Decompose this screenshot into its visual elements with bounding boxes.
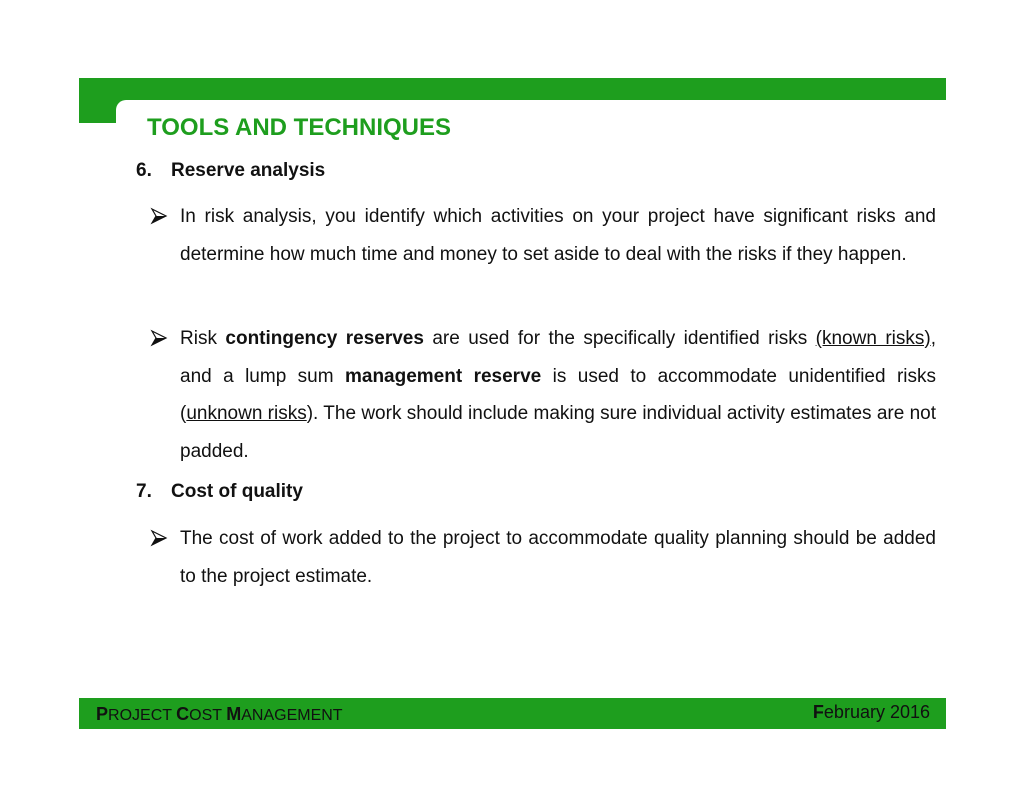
term-management-reserve: management reserve [344, 365, 542, 387]
bullet-text: In risk analysis, you identify which activities on your project have significant risks and determine how much time and money to set aside to deal with the risks if they happen. [180, 206, 936, 265]
slide-title: TOOLS AND TECHNIQUES [147, 114, 452, 141]
section-title: Cost of quality [171, 481, 303, 502]
section-title: Reserve analysis [171, 160, 326, 181]
arrow-bullet-icon [150, 529, 168, 547]
footer-course-title: PROJECT COST MANAGEMENT [96, 704, 343, 724]
arrow-bullet-icon [150, 329, 168, 347]
arrow-bullet-icon [150, 207, 168, 225]
term-known-risks: (known risks) [815, 328, 931, 349]
section-number: 6. [136, 160, 152, 181]
bullet-text: The cost of work added to the project to accommodate quality planning should be added to the project estimate. [180, 528, 936, 587]
section-number: 7. [136, 481, 152, 502]
bullet-risk-analysis [150, 198, 936, 273]
section-heading-reserve-analysis [136, 160, 325, 182]
footer-date: February 2016 [812, 702, 930, 722]
bullet-contingency-reserves [150, 320, 936, 470]
section-heading-cost-of-quality [136, 481, 303, 503]
term-contingency-reserves: contingency reserves [225, 328, 424, 349]
bullet-text: Risk contingency reserves are used for the specifically identified risks (known risks), and a lump sum management reserve is used to accommodate unidentified risks (unknown risks). The work should include making sure individual activity estimates are not padded. [180, 328, 936, 462]
bullet-cost-of-quality [150, 520, 936, 595]
term-unknown-risks: unknown risks [186, 403, 307, 424]
